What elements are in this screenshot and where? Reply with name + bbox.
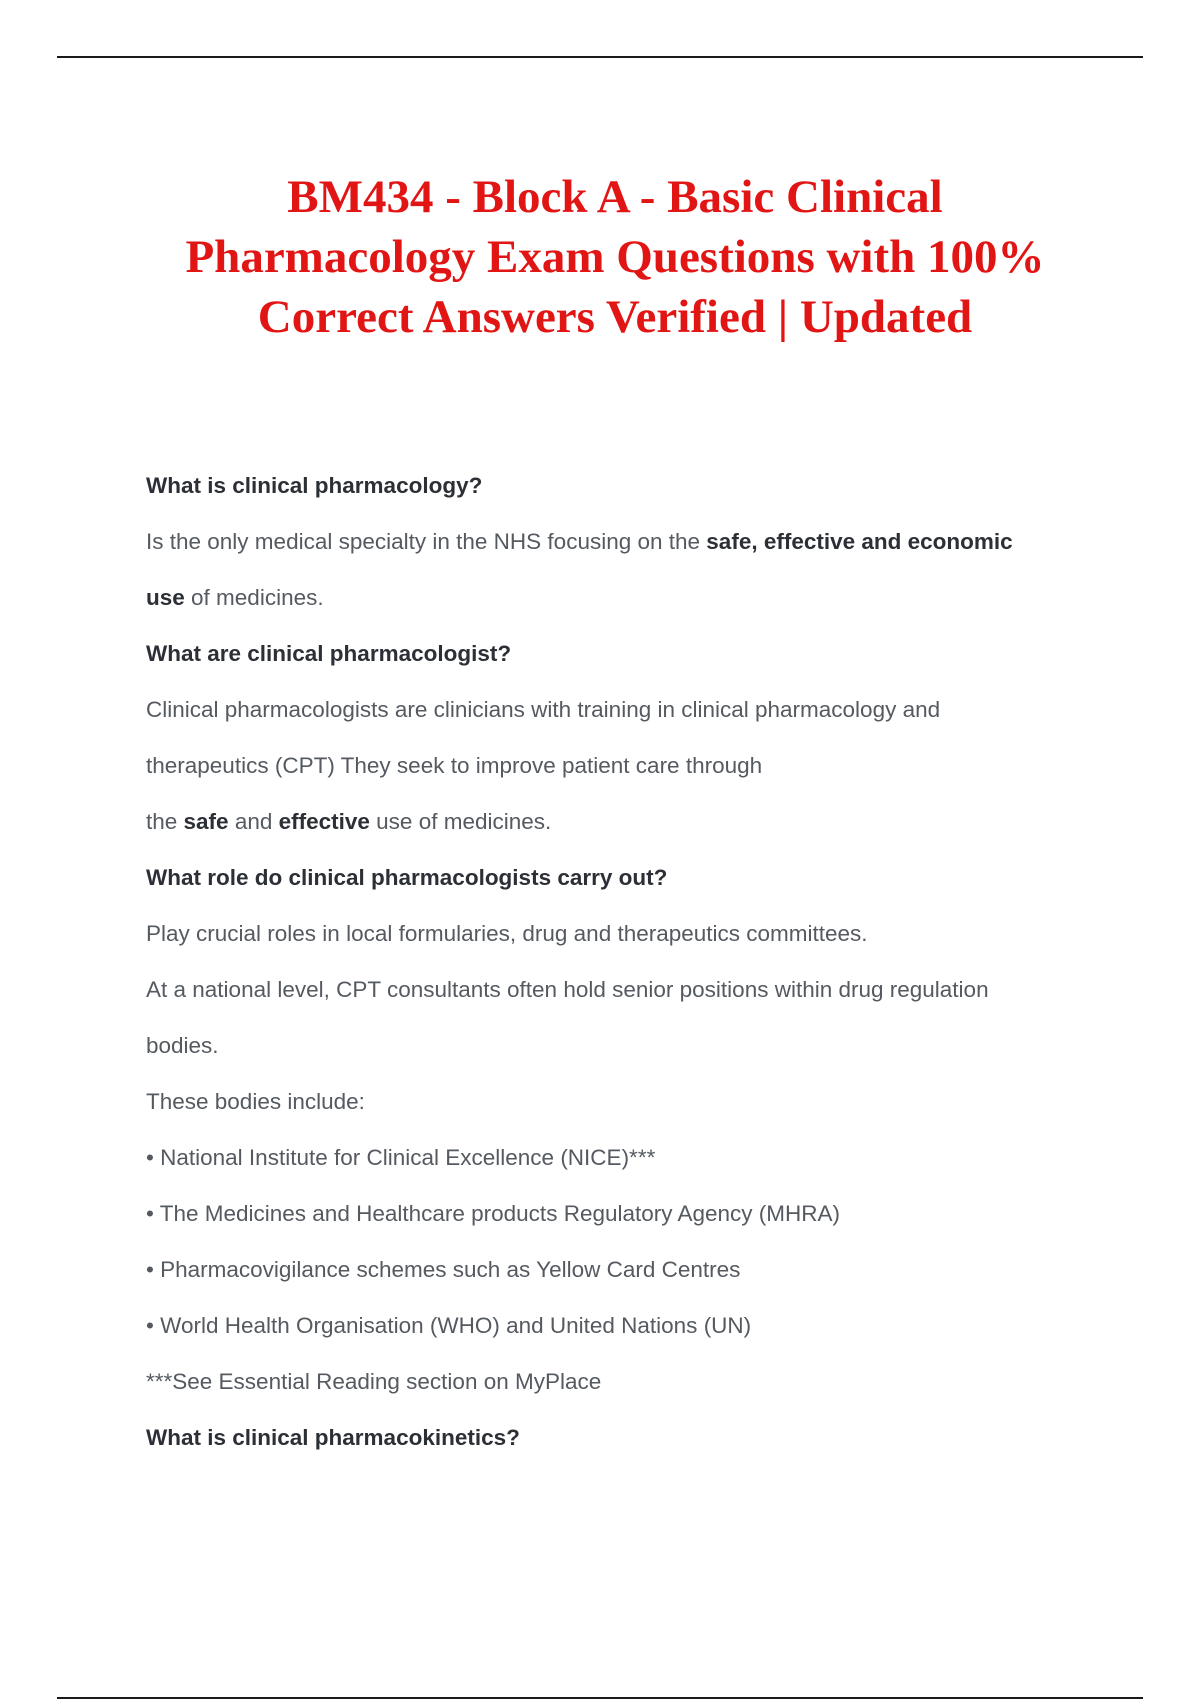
- bullet-item: • The Medicines and Healthcare products Regulatory Agency (MHRA): [146, 1201, 841, 1226]
- bullet-item: • Pharmacovigilance schemes such as Yellow Card Centres: [146, 1257, 741, 1282]
- document-title: [140, 167, 1090, 347]
- bottom-divider: [57, 1697, 1143, 1699]
- answer-1-line-1: [146, 514, 1106, 570]
- title-line-1: BM434 - Block A - Basic Clinical: [287, 171, 943, 223]
- question-3: What role do clinical pharmacologists carry out?: [146, 865, 668, 890]
- answer-2-emphasis-safe: safe: [183, 809, 229, 834]
- answer-1-emphasis: safe, effective and economic: [706, 529, 1013, 554]
- bullet-item: • World Health Organisation (WHO) and United Nations (UN): [146, 1313, 752, 1338]
- answer-1-text-end: of medicines.: [184, 585, 324, 610]
- answer-1-text: Is the only medical specialty in the NHS focusing on the: [146, 529, 707, 554]
- answer-2-emphasis-effective: effective: [278, 809, 370, 834]
- answer-2-line-3: [146, 794, 1106, 850]
- bullet-item: • National Institute for Clinical Excellence (NICE)***: [146, 1145, 656, 1170]
- footnote-reference: ***See Essential Reading section on MyPlace: [146, 1369, 602, 1394]
- answer-1-emphasis-use: use: [146, 585, 185, 610]
- title-line-3: Correct Answers Verified | Updated: [257, 291, 973, 343]
- answer-3-line-1: Play crucial roles in local formularies, drug and therapeutics committees.: [146, 921, 868, 946]
- document-body: [146, 458, 1106, 1466]
- question-1: What is clinical pharmacology?: [146, 473, 483, 498]
- answer-2-line-2: therapeutics (CPT) They seek to improve patient care through: [146, 753, 763, 778]
- title-line-2: Pharmacology Exam Questions with 100%: [185, 231, 1045, 283]
- question-4: What is clinical pharmacokinetics?: [146, 1425, 520, 1450]
- answer-3-line-3: bodies.: [146, 1033, 219, 1058]
- answer-2-text-end: use of medicines.: [369, 809, 552, 834]
- answer-3-line-2: At a national level, CPT consultants often hold senior positions within drug regulation: [146, 977, 989, 1002]
- question-2: What are clinical pharmacologist?: [146, 641, 512, 666]
- top-divider: [57, 56, 1143, 58]
- answer-3-line-4: These bodies include:: [146, 1089, 365, 1114]
- answer-2-line-1: Clinical pharmacologists are clinicians with training in clinical pharmacology and: [146, 697, 941, 722]
- answer-2-text-start: the: [146, 809, 184, 834]
- answer-1-line-2: [146, 570, 1106, 626]
- answer-2-text-and: and: [228, 809, 279, 834]
